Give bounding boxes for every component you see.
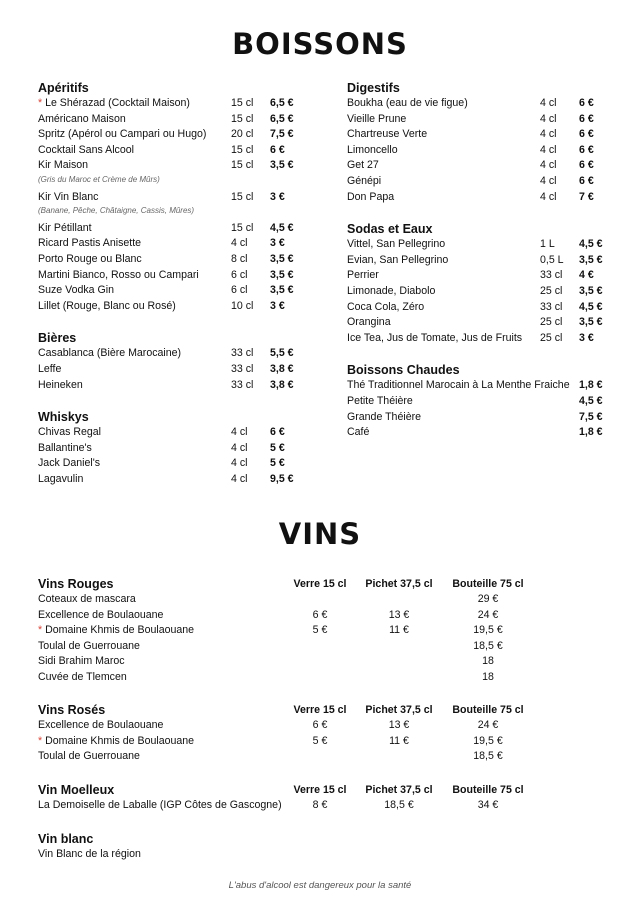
item-price: 4,5 €	[579, 238, 603, 251]
wine-price-pichet: 11 €	[389, 624, 409, 637]
wine-section-title: Vins Rosés	[38, 703, 106, 717]
item-name-text: Casablanca (Bière Marocaine)	[38, 347, 182, 360]
item-price: 4,5 €	[579, 394, 603, 407]
wine-section-title: Vin Moelleux	[38, 783, 115, 797]
item-name-text: Kir Vin Blanc	[38, 190, 99, 203]
menu-item	[347, 112, 605, 128]
item-volume: 4 cl	[540, 190, 557, 203]
wine-price-bouteille: 24 €	[477, 608, 499, 621]
item-price: 6,5 €	[270, 112, 294, 125]
wine-name-text: Toulal de Guerrouane	[38, 639, 140, 652]
wine-price-bouteille: 18,5 €	[473, 750, 503, 763]
wine-price-pichet: 13 €	[388, 608, 410, 621]
item-name-text: Chartreuse Verte	[347, 128, 428, 141]
item-price: 6,5 €	[270, 97, 294, 109]
wine-price-bouteille: 24 €	[477, 719, 499, 731]
wine-section-rouges	[38, 576, 598, 686]
item-name-text: Spritz (Apérol ou Campari ou Hugo)	[38, 128, 207, 141]
menu-item	[347, 174, 605, 190]
wine-item	[38, 623, 598, 639]
item-price: 3,5 €	[579, 316, 603, 329]
wine-price-verre: 8 €	[312, 799, 328, 811]
item-volume: 20 cl	[231, 128, 254, 141]
item-name	[38, 472, 83, 488]
menu-item	[38, 190, 300, 206]
item-name-text: Perrier	[347, 269, 379, 282]
wine-price-bouteille: 19,5 €	[473, 734, 503, 747]
item-name	[347, 284, 435, 300]
item-name	[347, 394, 413, 410]
menu-item	[347, 127, 605, 143]
menu-item	[347, 300, 605, 316]
menu-item	[38, 299, 300, 315]
wine-column-header: Pichet 37,5 cl	[365, 784, 433, 796]
wine-section-title: Vins Rouges	[38, 577, 114, 591]
item-name-text: Coca Cola, Zéro	[347, 300, 425, 313]
item-name	[38, 456, 100, 472]
item-volume: 6 cl	[231, 268, 248, 281]
menu-item	[38, 362, 300, 378]
menu-item	[38, 268, 300, 284]
item-name	[347, 237, 445, 253]
item-volume: 4 cl	[231, 426, 248, 439]
item-name	[347, 253, 448, 269]
menu-item	[347, 425, 605, 441]
item-volume: 1 L	[540, 238, 555, 251]
menu-item	[38, 472, 300, 488]
menu-item	[347, 315, 605, 331]
item-name	[38, 158, 88, 174]
menu-item	[347, 96, 605, 112]
menu-item	[38, 252, 300, 268]
item-price: 6 €	[579, 128, 594, 141]
menu-item	[38, 143, 300, 159]
section-title-sodas: Sodas et Eaux	[347, 222, 433, 237]
item-name-text: Café	[347, 426, 370, 439]
item-volume: 4 cl	[540, 97, 557, 109]
boissons-title: BOISSONS	[232, 27, 408, 61]
wine-name	[38, 798, 282, 814]
menu-item	[38, 378, 300, 394]
item-name-text: Don Papa	[347, 190, 395, 203]
item-price: 5,5 €	[270, 347, 294, 360]
item-price: 3,5 €	[579, 284, 603, 297]
menu-item	[347, 237, 605, 253]
menu-item	[347, 378, 605, 394]
menu-item	[347, 394, 605, 410]
wine-name	[38, 718, 163, 734]
item-name-text: Chivas Regal	[38, 426, 102, 439]
wine-name	[38, 639, 140, 655]
item-volume: 15 cl	[231, 112, 254, 125]
menu-item	[347, 143, 605, 159]
item-name-text: Vieille Prune	[347, 112, 407, 125]
item-name	[347, 425, 369, 441]
section-title-whiskys: Whiskys	[38, 410, 89, 425]
item-name	[38, 127, 206, 143]
item-price: 3 €	[270, 299, 285, 312]
item-price: 4,5 €	[579, 300, 603, 313]
section-title-aperitifs: Apéritifs	[38, 81, 89, 95]
star-mark: *	[38, 624, 43, 637]
menu-item	[38, 112, 300, 128]
wine-item	[38, 847, 598, 863]
item-price: 3 €	[579, 331, 594, 344]
item-volume: 0,5 L	[540, 253, 564, 266]
wine-item	[38, 718, 598, 734]
item-name	[347, 174, 381, 190]
item-name	[38, 378, 83, 394]
wine-name-text: Cuvée de Tlemcen	[38, 670, 127, 683]
item-price: 3,8 €	[270, 378, 294, 391]
item-name	[38, 190, 98, 206]
wine-price-bouteille: 18,5 €	[473, 639, 503, 652]
item-price: 3,5 €	[270, 268, 294, 281]
item-volume: 25 cl	[540, 331, 563, 344]
item-name-text: Lagavulin	[38, 472, 84, 485]
item-name-text: Ballantine's	[38, 441, 92, 454]
left-column	[38, 80, 300, 487]
menu-item	[347, 410, 605, 426]
wine-name	[38, 608, 163, 624]
item-volume: 4 cl	[540, 112, 557, 125]
item-note: (Gris du Maroc et Crème de Mûrs)	[38, 174, 160, 184]
item-name	[347, 158, 379, 174]
wine-item	[38, 670, 598, 686]
item-name	[347, 410, 421, 426]
wine-item	[38, 734, 598, 750]
wine-item	[38, 592, 598, 608]
wine-name	[38, 670, 127, 686]
item-volume: 4 cl	[540, 143, 557, 156]
boissons-chaudes-list	[347, 378, 605, 440]
item-name	[38, 299, 176, 315]
wine-name	[38, 654, 125, 670]
menu-item	[38, 346, 300, 362]
item-note: (Banane, Pêche, Châtaigne, Cassis, Mûres)	[38, 206, 195, 216]
item-name-text: Porto Rouge ou Blanc	[38, 252, 142, 265]
wine-item	[38, 639, 598, 655]
wine-column-header: Bouteille 75 cl	[452, 578, 524, 590]
wine-section-title: Vin blanc	[38, 832, 94, 846]
wine-name-text: Domaine Khmis de Boulaouane	[45, 624, 195, 637]
item-volume: 25 cl	[540, 316, 563, 329]
item-name	[38, 221, 92, 237]
item-name-text: Get 27	[347, 159, 379, 172]
item-name	[38, 362, 61, 378]
wine-name	[38, 847, 141, 863]
wine-name-text: Excellence de Boulaouane	[38, 608, 164, 621]
item-volume: 15 cl	[231, 143, 254, 156]
wine-section-header	[38, 576, 598, 592]
wine-name	[38, 749, 140, 765]
right-column	[347, 80, 605, 441]
wine-price-pichet: 13 €	[388, 719, 410, 731]
item-name-text: Leffe	[38, 362, 62, 375]
item-volume: 8 cl	[231, 252, 248, 265]
item-name-text: Jack Daniel's	[38, 457, 101, 470]
item-price: 3 €	[270, 237, 285, 250]
item-name-text: Génépi	[347, 174, 382, 187]
wine-name-text: Excellence de Boulaouane	[38, 719, 164, 731]
item-price: 6 €	[579, 143, 594, 156]
item-volume: 10 cl	[231, 299, 254, 312]
item-price: 4,5 €	[270, 221, 294, 234]
menu-item	[347, 190, 605, 206]
item-name-text: Boukha (eau de vie figue)	[347, 97, 468, 109]
item-price: 1,8 €	[579, 379, 603, 392]
item-price: 3,5 €	[270, 159, 294, 172]
item-name	[347, 268, 379, 284]
item-name-text: Lillet (Rouge, Blanc ou Rosé)	[38, 299, 176, 312]
item-name	[347, 378, 570, 394]
section-title-boissons-chaudes: Boissons Chaudes	[347, 363, 460, 378]
menu-item	[347, 268, 605, 284]
star-mark: *	[38, 97, 43, 109]
wine-item	[38, 654, 598, 670]
item-volume: 15 cl	[231, 221, 254, 234]
item-price: 6 €	[579, 174, 594, 187]
item-name	[38, 96, 190, 112]
menu-item	[347, 284, 605, 300]
wine-section-header	[38, 782, 598, 798]
item-volume: 15 cl	[231, 159, 254, 172]
wine-price-bouteille: 18	[482, 655, 494, 668]
item-volume: 4 cl	[231, 472, 248, 485]
wine-price-bouteille: 34 €	[477, 799, 499, 811]
wine-name-text: Domaine Khmis de Boulaouane	[45, 734, 195, 747]
item-name	[347, 112, 406, 128]
item-volume: 4 cl	[231, 457, 248, 470]
item-price: 3,8 €	[270, 362, 294, 375]
item-volume: 33 cl	[231, 347, 254, 360]
wine-column-header: Verre 15 cl	[293, 784, 347, 796]
item-name-text: Limoncello	[347, 143, 398, 156]
item-name-text: Heineken	[38, 378, 83, 391]
item-price: 4 €	[579, 269, 594, 282]
menu-item	[38, 441, 300, 457]
item-volume: 4 cl	[231, 441, 248, 454]
item-price: 9,5 €	[270, 472, 294, 485]
item-volume: 15 cl	[231, 97, 254, 109]
item-price: 5 €	[270, 457, 285, 470]
wine-section-header	[38, 702, 598, 718]
item-name	[347, 331, 522, 347]
wine-item	[38, 749, 598, 765]
wine-name	[38, 592, 136, 608]
item-price: 6 €	[270, 143, 285, 156]
item-volume: 4 cl	[540, 174, 557, 187]
wine-section-moelleux	[38, 782, 598, 814]
wine-price-pichet: 18,5 €	[384, 799, 414, 811]
menu-item	[38, 127, 300, 143]
item-name	[38, 112, 126, 128]
wine-name-text: Sidi Brahim Maroc	[38, 655, 125, 668]
item-volume: 4 cl	[540, 128, 557, 141]
item-name-text: Américano Maison	[38, 112, 126, 125]
item-name	[38, 346, 181, 362]
item-volume: 6 cl	[231, 284, 248, 297]
item-name-text: Ricard Pastis Anisette	[38, 237, 142, 250]
item-name-text: Kir Maison	[38, 159, 89, 172]
wine-column-header: Bouteille 75 cl	[452, 784, 524, 796]
item-name	[347, 315, 391, 331]
wine-price-bouteille: 18	[482, 670, 494, 683]
wine-price-verre: 6 €	[312, 719, 328, 731]
item-name	[347, 143, 398, 159]
item-name	[347, 127, 427, 143]
menu-item	[347, 158, 605, 174]
item-name-text: Petite Théière	[347, 394, 413, 407]
menu-item	[38, 456, 300, 472]
wine-column-header: Pichet 37,5 cl	[365, 704, 433, 716]
item-price: 3,5 €	[270, 252, 294, 265]
wine-price-verre: 5 €	[312, 734, 328, 747]
item-volume: 33 cl	[540, 269, 563, 282]
item-name	[38, 425, 101, 441]
item-name-text: Martini Bianco, Rosso ou Campari	[38, 268, 199, 281]
item-name	[38, 236, 141, 252]
digestifs-list	[347, 96, 605, 205]
wine-column-header: Bouteille 75 cl	[452, 704, 524, 716]
item-name	[38, 268, 199, 284]
item-price: 1,8 €	[579, 426, 603, 439]
wine-column-header: Verre 15 cl	[293, 704, 347, 716]
wine-price-verre: 5 €	[312, 624, 328, 637]
item-price: 3 €	[270, 190, 285, 203]
item-name-text: Le Shérazad (Cocktail Maison)	[45, 97, 190, 109]
wine-item	[38, 608, 598, 624]
item-name-text: Limonade, Diabolo	[347, 284, 436, 297]
item-name-text: Vittel, San Pellegrino	[347, 238, 446, 251]
wine-name	[38, 623, 194, 639]
menu-item	[38, 96, 300, 112]
item-price: 6 €	[579, 97, 594, 109]
wine-name-text: Vin Blanc de la région	[38, 848, 141, 860]
item-name-text: Ice Tea, Jus de Tomate, Jus de Fruits	[347, 331, 523, 344]
item-name-text: Orangina	[347, 316, 391, 329]
item-name-text: Kir Pétillant	[38, 221, 92, 234]
item-volume: 25 cl	[540, 284, 563, 297]
item-name-text: Grande Théière	[347, 410, 422, 423]
menu-item	[38, 283, 300, 299]
section-title-bieres: Bières	[38, 331, 77, 346]
item-price: 5 €	[270, 441, 285, 454]
menu-item	[38, 236, 300, 252]
item-name-text: Evian, San Pellegrino	[347, 253, 449, 266]
wine-name-text: Toulal de Guerrouane	[38, 750, 140, 763]
star-mark: *	[38, 734, 43, 747]
wine-price-pichet: 11 €	[389, 734, 409, 747]
menu-item	[38, 425, 300, 441]
item-volume: 33 cl	[540, 300, 563, 313]
whiskys-list	[38, 425, 300, 487]
alcohol-warning: L'abus d'alcool est dangereux pour la santé	[228, 880, 412, 891]
wine-section-header	[38, 831, 598, 847]
item-price: 6 €	[579, 159, 594, 172]
item-name	[347, 190, 394, 206]
item-volume: 33 cl	[231, 362, 254, 375]
item-price: 3,5 €	[270, 284, 294, 297]
item-name	[38, 283, 114, 299]
item-volume: 33 cl	[231, 378, 254, 391]
aperitifs-list	[38, 96, 300, 314]
item-name	[347, 96, 468, 112]
item-price: 6 €	[270, 426, 285, 439]
wine-price-bouteille: 19,5 €	[473, 624, 503, 637]
item-name	[38, 441, 92, 457]
item-name-text: Suze Vodka Gin	[38, 284, 114, 297]
section-title-digestifs: Digestifs	[347, 81, 400, 95]
item-name	[38, 143, 134, 159]
wine-price-verre: 6 €	[312, 608, 328, 621]
wine-item	[38, 798, 598, 814]
item-price: 7,5 €	[579, 410, 603, 423]
wine-section-roses	[38, 702, 598, 765]
item-name	[38, 252, 142, 268]
item-price: 7,5 €	[270, 128, 294, 141]
sodas-list	[347, 237, 605, 346]
wine-section-blanc	[38, 831, 598, 863]
menu-item	[347, 331, 605, 347]
menu-item	[347, 253, 605, 269]
item-name-text: Thé Traditionnel Marocain à La Menthe Fraiche	[347, 379, 570, 392]
wine-price-bouteille: 29 €	[477, 593, 499, 605]
wine-column-header: Pichet 37,5 cl	[365, 578, 433, 590]
item-price: 3,5 €	[579, 253, 603, 266]
item-volume: 4 cl	[231, 237, 248, 250]
wine-name-text: La Demoiselle de Laballe (IGP Côtes de Gascogne)	[38, 799, 282, 811]
item-price: 7 €	[579, 190, 594, 203]
menu-item	[38, 221, 300, 237]
item-name	[347, 300, 424, 316]
item-volume: 4 cl	[540, 159, 557, 172]
menu-item	[38, 158, 300, 174]
vins-title: VINS	[278, 517, 362, 551]
bieres-list	[38, 346, 300, 393]
item-price: 6 €	[579, 112, 594, 125]
item-name-text: Cocktail Sans Alcool	[38, 143, 134, 156]
item-volume: 15 cl	[231, 190, 254, 203]
wine-name-text: Coteaux de mascara	[38, 593, 136, 605]
wine-name	[38, 734, 194, 750]
wine-column-header: Verre 15 cl	[293, 578, 347, 590]
